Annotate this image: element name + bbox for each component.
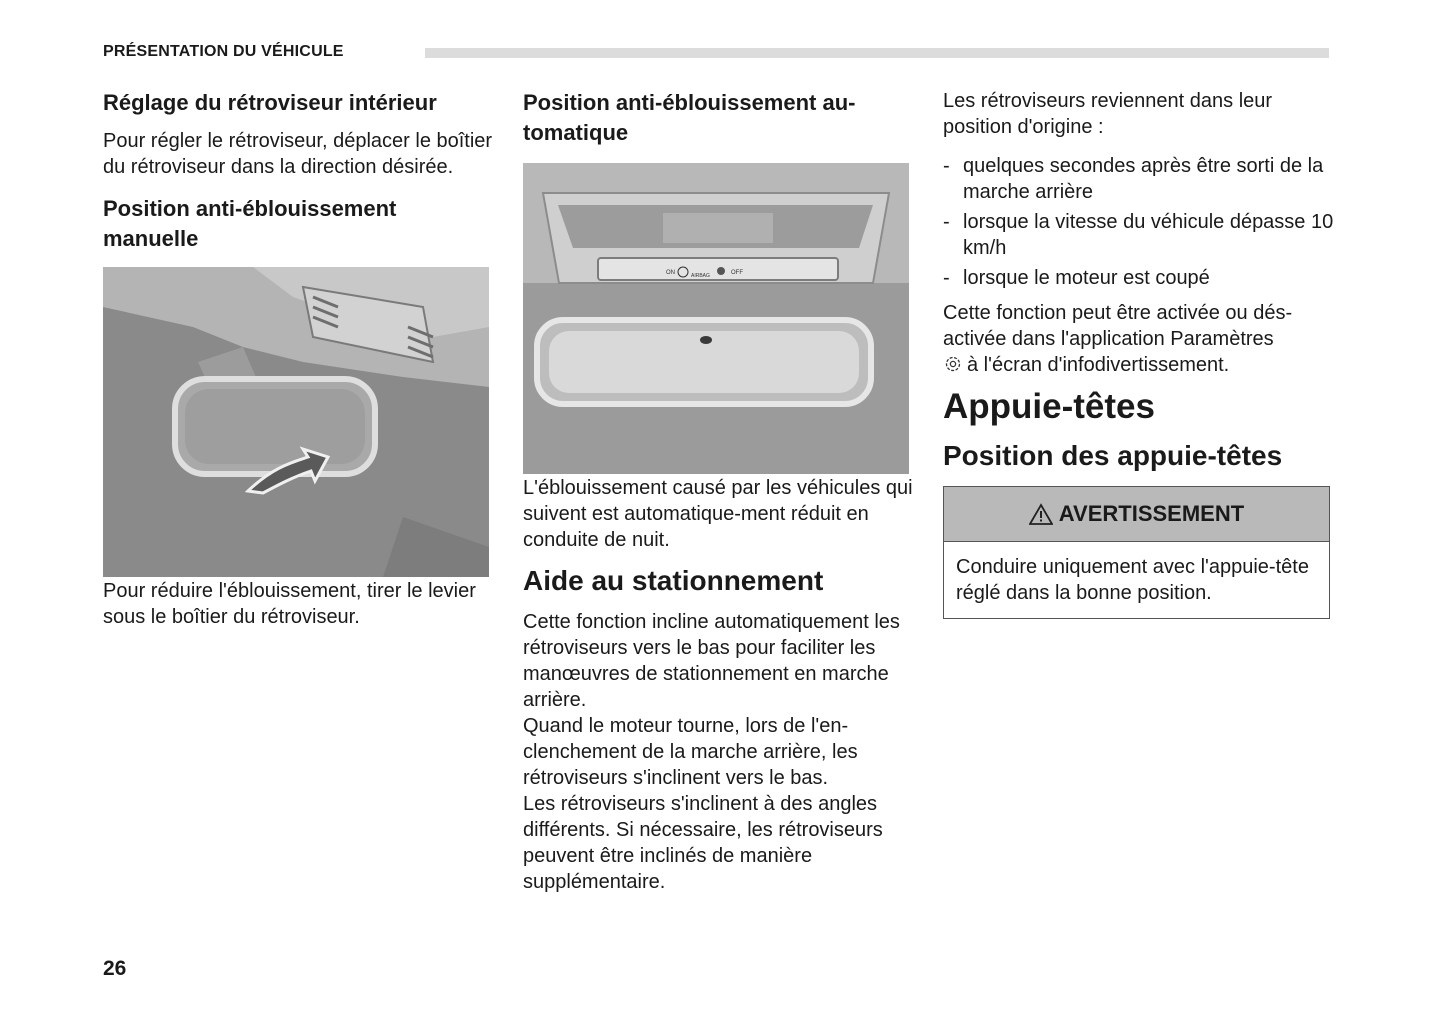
paragraph-stationnement-3: Les rétroviseurs s'inclinent à des angles différents. Si nécessaire, les rétroviseurs peuvent être inclinés de manière supplémentaire.	[523, 793, 883, 893]
label-airbag: AIRBAG	[691, 273, 710, 279]
column-3	[943, 88, 1335, 619]
figure-manual-mirror	[103, 267, 489, 577]
heading-reglage: Réglage du rétroviseur intérieur	[103, 90, 437, 115]
title-appuie-tetes: Appuie-têtes	[943, 387, 1155, 426]
warning-box	[943, 486, 1330, 619]
warning-title: AVERTISSEMENT	[1058, 501, 1245, 526]
label-on: ON	[666, 270, 675, 276]
manual-mirror-illustration	[103, 267, 489, 577]
list-item: - lorsque la vitesse du véhicule dépasse 10 km/h	[943, 209, 1335, 261]
heading-manuelle: Position anti-éblouissement manuelle	[103, 196, 397, 251]
header-rule	[425, 48, 1329, 58]
paragraph-automatique: L'éblouissement causé par les véhicules qui suivent est automatique-ment réduit en conduite de nuit.	[523, 477, 913, 551]
warning-text: Conduire uniquement avec l'appuie-tête réglé dans la bonne position.	[956, 556, 1309, 604]
paragraph-activation-end: à l'écran d'infodivertissement.	[967, 354, 1230, 376]
section-header: PRÉSENTATION DU VÉHICULE	[103, 43, 344, 60]
list-item: - quelques secondes après être sorti de la marche arrière	[943, 153, 1335, 205]
column-1	[103, 88, 495, 630]
auto-mirror-illustration	[523, 163, 909, 474]
paragraph-stationnement-2: Quand le moteur tourne, lors de l'en-clenchement de la marche arrière, les rétroviseurs s'inclinent vers le bas.	[523, 715, 858, 789]
paragraph-retour: Les rétroviseurs reviennent dans leur position d'origine :	[943, 90, 1273, 138]
figure-auto-mirror	[523, 163, 909, 474]
column-2	[523, 88, 915, 895]
warning-icon	[1029, 503, 1053, 525]
gear-icon	[943, 354, 963, 374]
heading-automatique: Position anti-éblouissement au-tomatique	[523, 90, 856, 145]
label-off: OFF	[731, 270, 743, 276]
conditions-list	[943, 153, 1335, 291]
paragraph-activation-text: Cette fonction peut être activée ou dés-activée dans l'application Paramètres	[943, 302, 1293, 350]
warning-header	[944, 487, 1329, 542]
heading-position-appuie-tetes: Position des appuie-têtes	[943, 440, 1283, 471]
paragraph-activation	[943, 300, 1335, 378]
heading-stationnement: Aide au stationnement	[523, 565, 824, 596]
paragraph-manuelle: Pour réduire l'éblouissement, tirer le levier sous le boîtier du rétroviseur.	[103, 580, 476, 628]
warning-body	[944, 542, 1329, 618]
paragraph-stationnement-1: Cette fonction incline automatiquement les rétroviseurs vers le bas pour faciliter les manœuvres de stationnement en marche arrière.	[523, 611, 900, 711]
page-number: 26	[103, 957, 127, 980]
list-item: - lorsque le moteur est coupé	[943, 265, 1335, 291]
paragraph-reglage: Pour régler le rétroviseur, déplacer le boîtier du rétroviseur dans la direction désirée.	[103, 130, 493, 178]
